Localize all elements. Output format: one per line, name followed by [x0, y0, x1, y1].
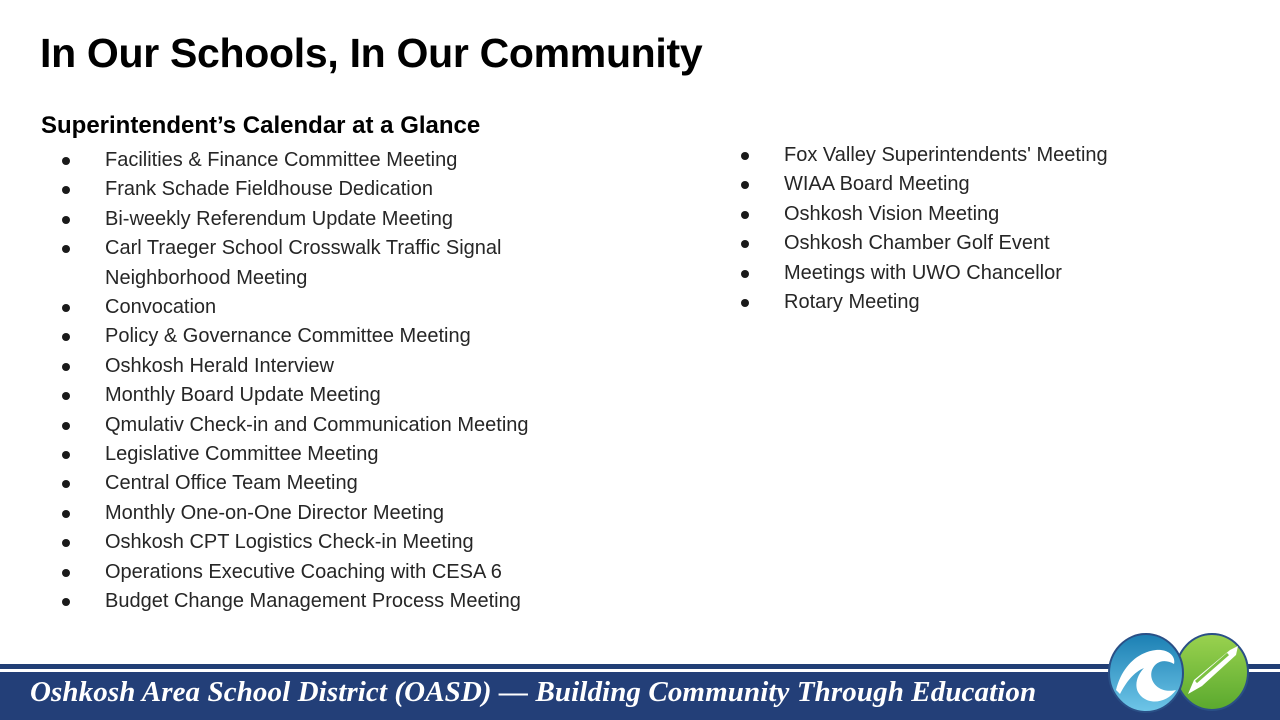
bullet-icon [62, 333, 70, 341]
bullet-icon [741, 181, 749, 189]
bullet-icon [62, 216, 70, 224]
list-item: Carl Traeger School Crosswalk Traffic Signal Neighborhood Meeting [41, 234, 529, 293]
list-item: Central Office Team Meeting [41, 469, 529, 498]
list-item: Oshkosh Vision Meeting [720, 200, 1108, 229]
bullet-icon [62, 186, 70, 194]
list-item: Operations Executive Coaching with CESA 6 [41, 558, 529, 587]
bullet-icon [741, 240, 749, 248]
bullet-icon [62, 510, 70, 518]
list-item: Policy & Governance Committee Meeting [41, 322, 529, 351]
slide-title: In Our Schools, In Our Community [40, 30, 703, 76]
bullet-icon [62, 245, 70, 253]
footer-tagline: Oshkosh Area School District (OASD) — Building Community Through Education [30, 676, 1037, 708]
list-item: Monthly Board Update Meeting [41, 381, 529, 410]
calendar-list-right [720, 141, 1108, 317]
pencil-icon [1176, 634, 1248, 710]
wave-icon [1109, 634, 1183, 712]
list-item: Oshkosh CPT Logistics Check-in Meeting [41, 528, 529, 557]
bullet-icon [62, 157, 70, 165]
bullet-icon [62, 451, 70, 459]
list-item: Facilities & Finance Committee Meeting [41, 146, 529, 175]
list-item: Oshkosh Chamber Golf Event [720, 229, 1108, 258]
bullet-icon [741, 299, 749, 307]
bullet-icon [741, 211, 749, 219]
list-item: Fox Valley Superintendents' Meeting [720, 141, 1108, 170]
list-item: Qmulativ Check-in and Communication Meeting [41, 411, 529, 440]
bullet-icon [62, 480, 70, 488]
bullet-icon [62, 539, 70, 547]
bullet-icon [62, 392, 70, 400]
list-item: Legislative Committee Meeting [41, 440, 529, 469]
list-item: Bi-weekly Referendum Update Meeting [41, 205, 529, 234]
list-item: Frank Schade Fieldhouse Dedication [41, 175, 529, 204]
list-item: Meetings with UWO Chancellor [720, 259, 1108, 288]
bullet-icon [741, 270, 749, 278]
bullet-icon [62, 569, 70, 577]
bullet-icon [62, 422, 70, 430]
list-item: Oshkosh Herald Interview [41, 352, 529, 381]
bullet-icon [62, 363, 70, 371]
list-item: Convocation [41, 293, 529, 322]
section-heading: Superintendent’s Calendar at a Glance [41, 112, 481, 139]
list-item: Rotary Meeting [720, 288, 1108, 317]
bullet-icon [62, 304, 70, 312]
list-item: Monthly One-on-One Director Meeting [41, 499, 529, 528]
list-item: Budget Change Management Process Meeting [41, 587, 529, 616]
list-item: WIAA Board Meeting [720, 170, 1108, 199]
district-logo [1106, 632, 1256, 714]
bullet-icon [62, 598, 70, 606]
calendar-list-left [41, 146, 529, 617]
bullet-icon [741, 152, 749, 160]
